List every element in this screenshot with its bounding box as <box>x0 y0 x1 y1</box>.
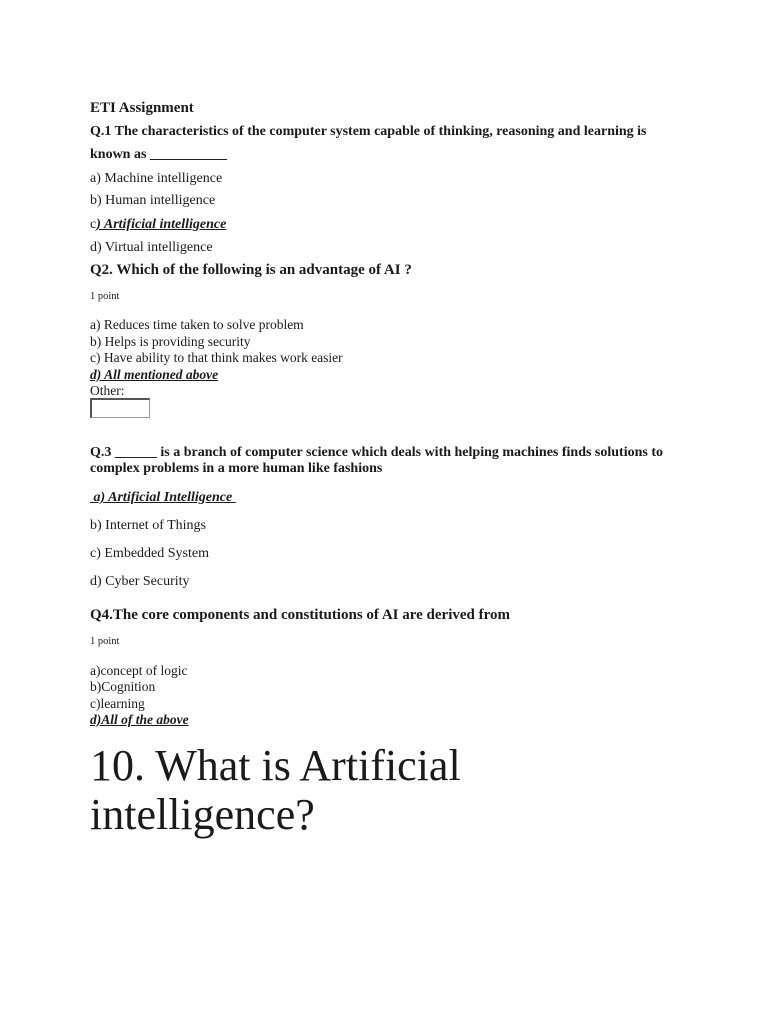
q3-question-line2: complex problems in a more human like fashions <box>90 461 383 476</box>
q1-option-c-prefix: c <box>90 217 97 232</box>
q2-other-input[interactable] <box>90 398 150 418</box>
q2-option-c: c) Have ability to that think makes work easier <box>90 350 343 365</box>
q2-points: 1 point <box>90 291 120 302</box>
q3-option-c: c) Embedded System <box>90 546 209 561</box>
q4-option-b: b)Cognition <box>90 679 156 694</box>
q4-option-c: c)learning <box>90 696 145 711</box>
q4-option-a: a)concept of logic <box>90 663 188 678</box>
q1-answer-c: ) Artificial intelligence <box>96 217 227 232</box>
q3-option-b: b) Internet of Things <box>90 518 206 533</box>
section-heading-line2: intelligence? <box>90 790 315 839</box>
q1-option-a: a) Machine intelligence <box>90 171 223 186</box>
section-heading-line1: 10. What is Artificial <box>90 741 461 790</box>
q2-question: Q2. Which of the following is an advantage of AI ? <box>90 262 412 278</box>
document-title: ETI Assignment <box>90 100 194 116</box>
q2-option-a: a) Reduces time taken to solve problem <box>90 317 304 332</box>
q3-answer-a: a) Artificial Intelligence <box>90 490 236 505</box>
q3-option-d: d) Cyber Security <box>90 574 190 589</box>
q1-option-d: d) Virtual intelligence <box>90 240 213 255</box>
q1-question-line2: known as ___________ <box>90 147 227 162</box>
q1-option-c <box>90 218 226 232</box>
q2-option-b: b) Helps is providing security <box>90 334 251 349</box>
q1-question-line1: Q.1 The characteristics of the computer system capable of thinking, reasoning and learning is <box>90 124 647 139</box>
q1-option-b: b) Human intelligence <box>90 193 216 208</box>
q2-answer-d: d) All mentioned above <box>90 367 219 382</box>
q2-other-label: Other: <box>90 383 125 398</box>
q3-question-line1: Q.3 ______ is a branch of computer science which deals with helping machines finds solutions to <box>90 445 664 460</box>
q4-answer-d: d)All of the above <box>90 712 189 727</box>
q4-points: 1 point <box>90 636 120 647</box>
q4-question: Q4.The core components and constitutions of AI are derived from <box>90 607 510 623</box>
